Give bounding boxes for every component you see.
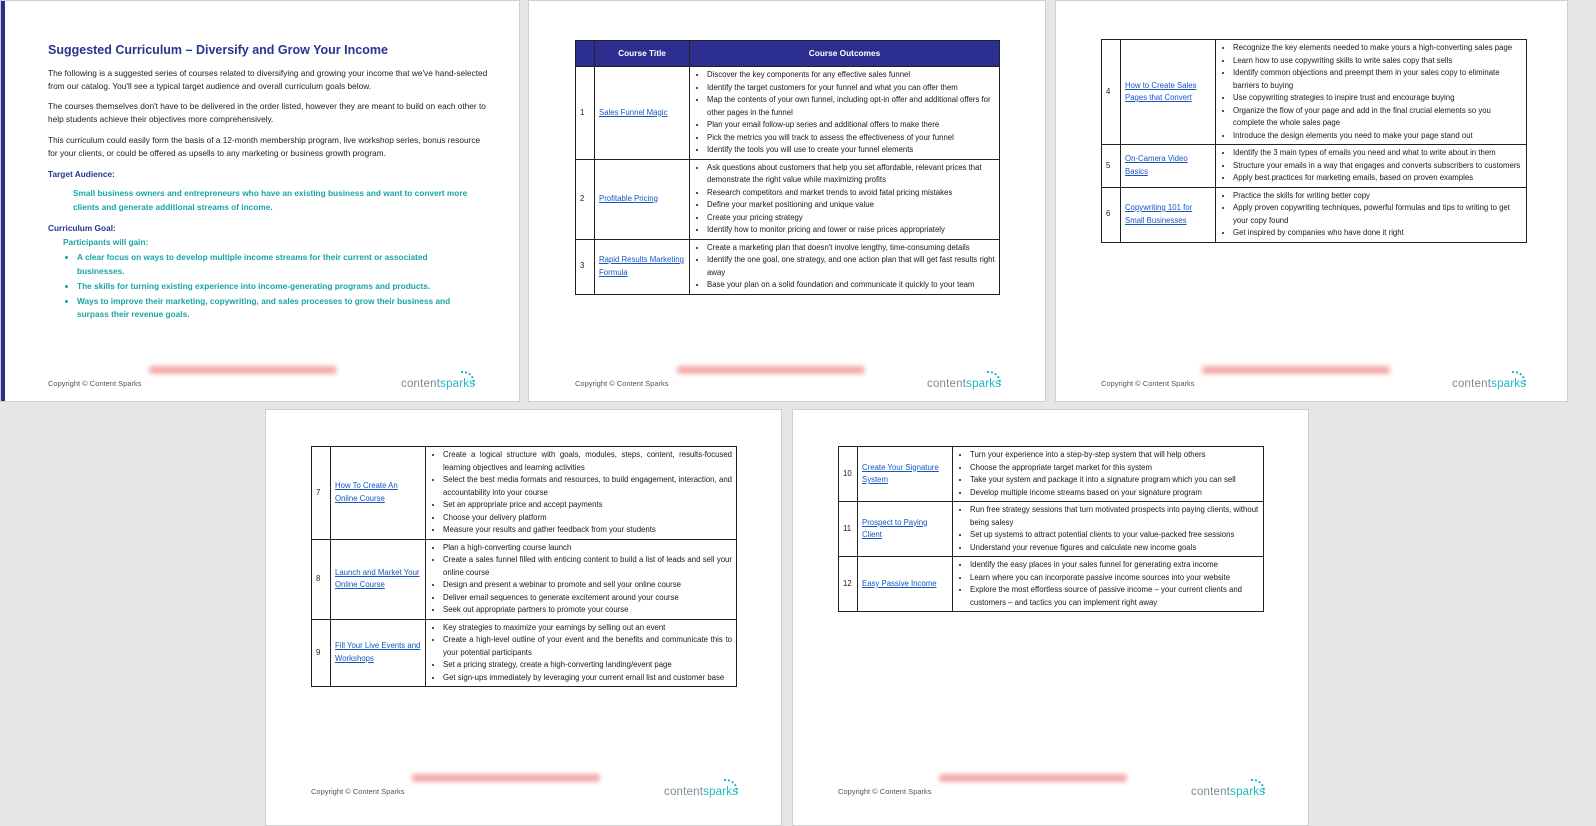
outcome-item: • Measure your results and gather feedback from your students: [443, 524, 732, 537]
course-outcomes: [1216, 145, 1527, 188]
copyright-text: Copyright © Content Sparks: [1101, 379, 1195, 388]
course-outcomes: [426, 619, 737, 687]
outcome-item: • Plan a high-converting course launch: [443, 542, 732, 555]
course-title-link[interactable]: How To Create An Online Course: [331, 447, 426, 540]
course-table: [311, 446, 737, 687]
redacted-footer-text: [412, 774, 600, 782]
course-title-link[interactable]: Prospect to Paying Client: [858, 502, 953, 557]
outcome-item: • Seek out appropriate partners to promote your course: [443, 604, 732, 617]
outcome-item: • Apply proven copywriting techniques, powerful formulas and tips to writing to get your copy found: [1233, 202, 1522, 227]
outcome-item: • Create a sales funnel filled with enticing content to build a list of leads and sell your online course: [443, 554, 732, 579]
outcome-item: • Set up systems to attract potential clients to your value-packed free sessions: [970, 529, 1259, 542]
content-sparks-logo: contentsparks: [401, 378, 476, 390]
course-table: [1101, 39, 1527, 243]
course-number: 11: [839, 502, 858, 557]
table-row: [1102, 145, 1527, 188]
participants-gain-label: Participants will gain:: [63, 237, 149, 247]
spark-icon: [1512, 371, 1526, 385]
outcome-item: • Get sign-ups immediately by leveraging your current email list and customer base: [443, 672, 732, 685]
course-number: 5: [1102, 145, 1121, 188]
redacted-footer-text: [149, 366, 337, 374]
target-audience-label: Target Audience:: [48, 169, 115, 179]
content-sparks-logo: contentsparks: [1191, 786, 1266, 798]
outcome-item: • Identify common objections and preempt them in your sales copy to eliminate barriers to buying: [1233, 67, 1522, 92]
redacted-footer-text: [1202, 366, 1390, 374]
page-5: [792, 409, 1309, 826]
outcome-item: • Apply best practices for marketing emails, based on proven examples: [1233, 172, 1522, 185]
outcome-item: • Research competitors and market trends to avoid fatal pricing mistakes: [707, 187, 995, 200]
goal-item: • The skills for turning existing experience into income-generating programs and products.: [77, 280, 473, 294]
spark-icon: [461, 371, 475, 385]
copyright-text: Copyright © Content Sparks: [48, 379, 142, 388]
course-title-link[interactable]: Create Your Signature System: [858, 447, 953, 502]
page-2: [528, 0, 1046, 402]
header-num: [576, 41, 595, 67]
table-row: [312, 619, 737, 687]
outcome-item: • Structure your emails in a way that engages and converts subscribers to customers: [1233, 160, 1522, 173]
outcome-item: • Create a marketing plan that doesn't involve lengthy, time-consuming details: [707, 242, 995, 255]
outcome-item: • Practice the skills for writing better copy: [1233, 190, 1522, 203]
outcome-item: • Run free strategy sessions that turn motivated prospects into paying clients, without being salesy: [970, 504, 1259, 529]
outcome-item: • Set a pricing strategy, create a high-converting landing/event page: [443, 659, 732, 672]
copyright-text: Copyright © Content Sparks: [575, 379, 669, 388]
outcome-item: • Choose your delivery platform: [443, 512, 732, 525]
outcome-item: • Take your system and package it into a signature program which you can sell: [970, 474, 1259, 487]
content-sparks-logo: contentsparks: [927, 378, 1002, 390]
course-title-link[interactable]: Launch and Market Your Online Course: [331, 539, 426, 619]
outcome-item: • Discover the key components for any effective sales funnel: [707, 69, 995, 82]
course-number: 10: [839, 447, 858, 502]
outcome-item: • Learn how to use copywriting skills to write sales copy that sells: [1233, 55, 1522, 68]
outcome-item: • Set an appropriate price and accept payments: [443, 499, 732, 512]
table-header-row: [576, 41, 1000, 67]
outcome-item: • Recognize the key elements needed to make yours a high-converting sales page: [1233, 42, 1522, 55]
outcome-item: • Key strategies to maximize your earnings by selling out an event: [443, 622, 732, 635]
outcome-item: • Explore the most effortless source of passive income – your current clients and customers – and tactics you can implement right away: [970, 584, 1259, 609]
course-title-link[interactable]: Fill Your Live Events and Workshops: [331, 619, 426, 687]
course-title-link[interactable]: Easy Passive Income: [858, 557, 953, 612]
page-title: Suggested Curriculum – Diversify and Grow Your Income: [48, 43, 388, 57]
course-outcomes: [690, 159, 1000, 239]
header-course-outcomes: Course Outcomes: [690, 41, 1000, 67]
course-number: 3: [576, 239, 595, 294]
course-number: 1: [576, 67, 595, 160]
outcome-item: • Identify the target customers for your funnel and what you can offer them: [707, 82, 995, 95]
table-row: [1102, 40, 1527, 145]
outcome-item: • Develop multiple income streams based on your signature program: [970, 487, 1259, 500]
copyright-text: Copyright © Content Sparks: [838, 787, 932, 796]
course-number: 4: [1102, 40, 1121, 145]
intro-paragraph-2: The courses themselves don't have to be delivered in the order listed, however they are meant to build on each other to help students achieve their objectives more comprehensively.: [48, 101, 486, 124]
course-outcomes: [953, 447, 1264, 502]
course-number: 6: [1102, 187, 1121, 242]
goal-item: • A clear focus on ways to develop multiple income streams for their current or associated businesses.: [77, 251, 473, 278]
outcome-item: • Map the contents of your own funnel, including opt-in offer and additional offers for other pages in the funnel: [707, 94, 995, 119]
table-row: [576, 239, 1000, 294]
target-audience-text: Small business owners and entrepreneurs who have an existing business and want to convert more clients and generate additional streams of income.: [73, 188, 468, 212]
course-number: 7: [312, 447, 331, 540]
course-number: 2: [576, 159, 595, 239]
outcome-item: • Create a high-level outline of your event and the benefits and communicate this to your potential participants: [443, 634, 732, 659]
course-number: 9: [312, 619, 331, 687]
content-sparks-logo: contentsparks: [1452, 378, 1527, 390]
course-outcomes: [953, 557, 1264, 612]
outcome-item: • Plan your email follow-up series and additional offers to make there: [707, 119, 995, 132]
course-title-link[interactable]: On-Camera Video Basics: [1121, 145, 1216, 188]
outcome-item: • Pick the metrics you will track to assess the effectiveness of your funnel: [707, 132, 995, 145]
table-row: [839, 557, 1264, 612]
course-outcomes: [426, 447, 737, 540]
copyright-text: Copyright © Content Sparks: [311, 787, 405, 796]
intro-paragraph-1: The following is a suggested series of courses related to diversifying and growing your income that we've hand-selected from our catalog. You'll see a typical target audience and overall curriculum goals below.: [48, 68, 488, 91]
redacted-footer-text: [677, 366, 865, 374]
course-title-link[interactable]: Copywriting 101 for Small Businesses: [1121, 187, 1216, 242]
outcome-item: • Use copywriting strategies to inspire trust and encourage buying: [1233, 92, 1522, 105]
outcome-item: • Design and present a webinar to promote and sell your online course: [443, 579, 732, 592]
page-3: [1055, 0, 1568, 402]
spark-icon: [1251, 779, 1265, 793]
table-row: [1102, 187, 1527, 242]
outcome-item: • Introduce the design elements you need to make your page stand out: [1233, 130, 1522, 143]
table-row: [576, 159, 1000, 239]
course-table: [838, 446, 1264, 612]
table-row: [839, 502, 1264, 557]
outcome-item: • Define your market positioning and unique value: [707, 199, 995, 212]
course-number: 12: [839, 557, 858, 612]
goal-item: • Ways to improve their marketing, copywriting, and sales processes to grow their business and surpass their revenue goals.: [77, 295, 473, 322]
outcome-item: • Create a logical structure with goals, modules, steps, content, results-focused learning objectives and learning activities: [443, 449, 732, 474]
content-sparks-logo: contentsparks: [664, 786, 739, 798]
spark-icon: [987, 371, 1001, 385]
outcome-item: • Identify the easy places in your sales funnel for generating extra income: [970, 559, 1259, 572]
outcome-item: • Learn where you can incorporate passive income sources into your website: [970, 572, 1259, 585]
course-title-link[interactable]: Profitable Pricing: [595, 159, 690, 239]
header-course-title: Course Title: [595, 41, 690, 67]
course-title-link[interactable]: Sales Funnel Magic: [595, 67, 690, 160]
page-4: [265, 409, 782, 826]
course-title-link[interactable]: Rapid Results Marketing Formula: [595, 239, 690, 294]
course-outcomes: [690, 67, 1000, 160]
outcome-item: • Identify the one goal, one strategy, and one action plan that will get fast results right away: [707, 254, 995, 279]
course-outcomes: [1216, 187, 1527, 242]
table-row: [312, 447, 737, 540]
page-1: [0, 0, 520, 402]
course-outcomes: [426, 539, 737, 619]
outcome-item: • Choose the appropriate target market for this system: [970, 462, 1259, 475]
outcome-item: • Identify the tools you will use to create your funnel elements: [707, 144, 995, 157]
course-outcomes: [690, 239, 1000, 294]
outcome-item: • Create your pricing strategy: [707, 212, 995, 225]
course-outcomes: [953, 502, 1264, 557]
curriculum-goals-list: [63, 251, 473, 323]
outcome-item: • Turn your experience into a step-by-step system that will help others: [970, 449, 1259, 462]
outcome-item: • Identify the 3 main types of emails you need and what to write about in them: [1233, 147, 1522, 160]
course-number: 8: [312, 539, 331, 619]
table-row: [839, 447, 1264, 502]
outcome-item: • Base your plan on a solid foundation and communicate it quickly to your team: [707, 279, 995, 292]
outcome-item: • Get inspired by companies who have done it right: [1233, 227, 1522, 240]
table-row: [576, 67, 1000, 160]
outcome-item: • Deliver email sequences to generate excitement around your course: [443, 592, 732, 605]
outcome-item: • Identify how to monitor pricing and lower or raise prices appropriately: [707, 224, 995, 237]
outcome-item: • Ask questions about customers that help you set affordable, relevant prices that demonstrate the right value while maximizing profits: [707, 162, 995, 187]
spark-icon: [724, 779, 738, 793]
course-table: [575, 40, 1000, 295]
course-title-link[interactable]: How to Create Sales Pages that Convert: [1121, 40, 1216, 145]
outcome-item: • Organize the flow of your page and add in the final crucial elements so you complete the whole sales page: [1233, 105, 1522, 130]
curriculum-goal-label: Curriculum Goal:: [48, 223, 116, 233]
intro-paragraph-3: This curriculum could easily form the basis of a 12-month membership program, live workshop series, bonus resource for your clients, or could be offered as upsells to any marketing or business growth program.: [48, 135, 481, 158]
outcome-item: • Understand your revenue figures and calculate new income goals: [970, 542, 1259, 555]
page-accent-bar: [1, 1, 5, 401]
table-row: [312, 539, 737, 619]
course-outcomes: [1216, 40, 1527, 145]
outcome-item: • Select the best media formats and resources, to build engagement, interaction, and accountability into your course: [443, 474, 732, 499]
redacted-footer-text: [939, 774, 1127, 782]
